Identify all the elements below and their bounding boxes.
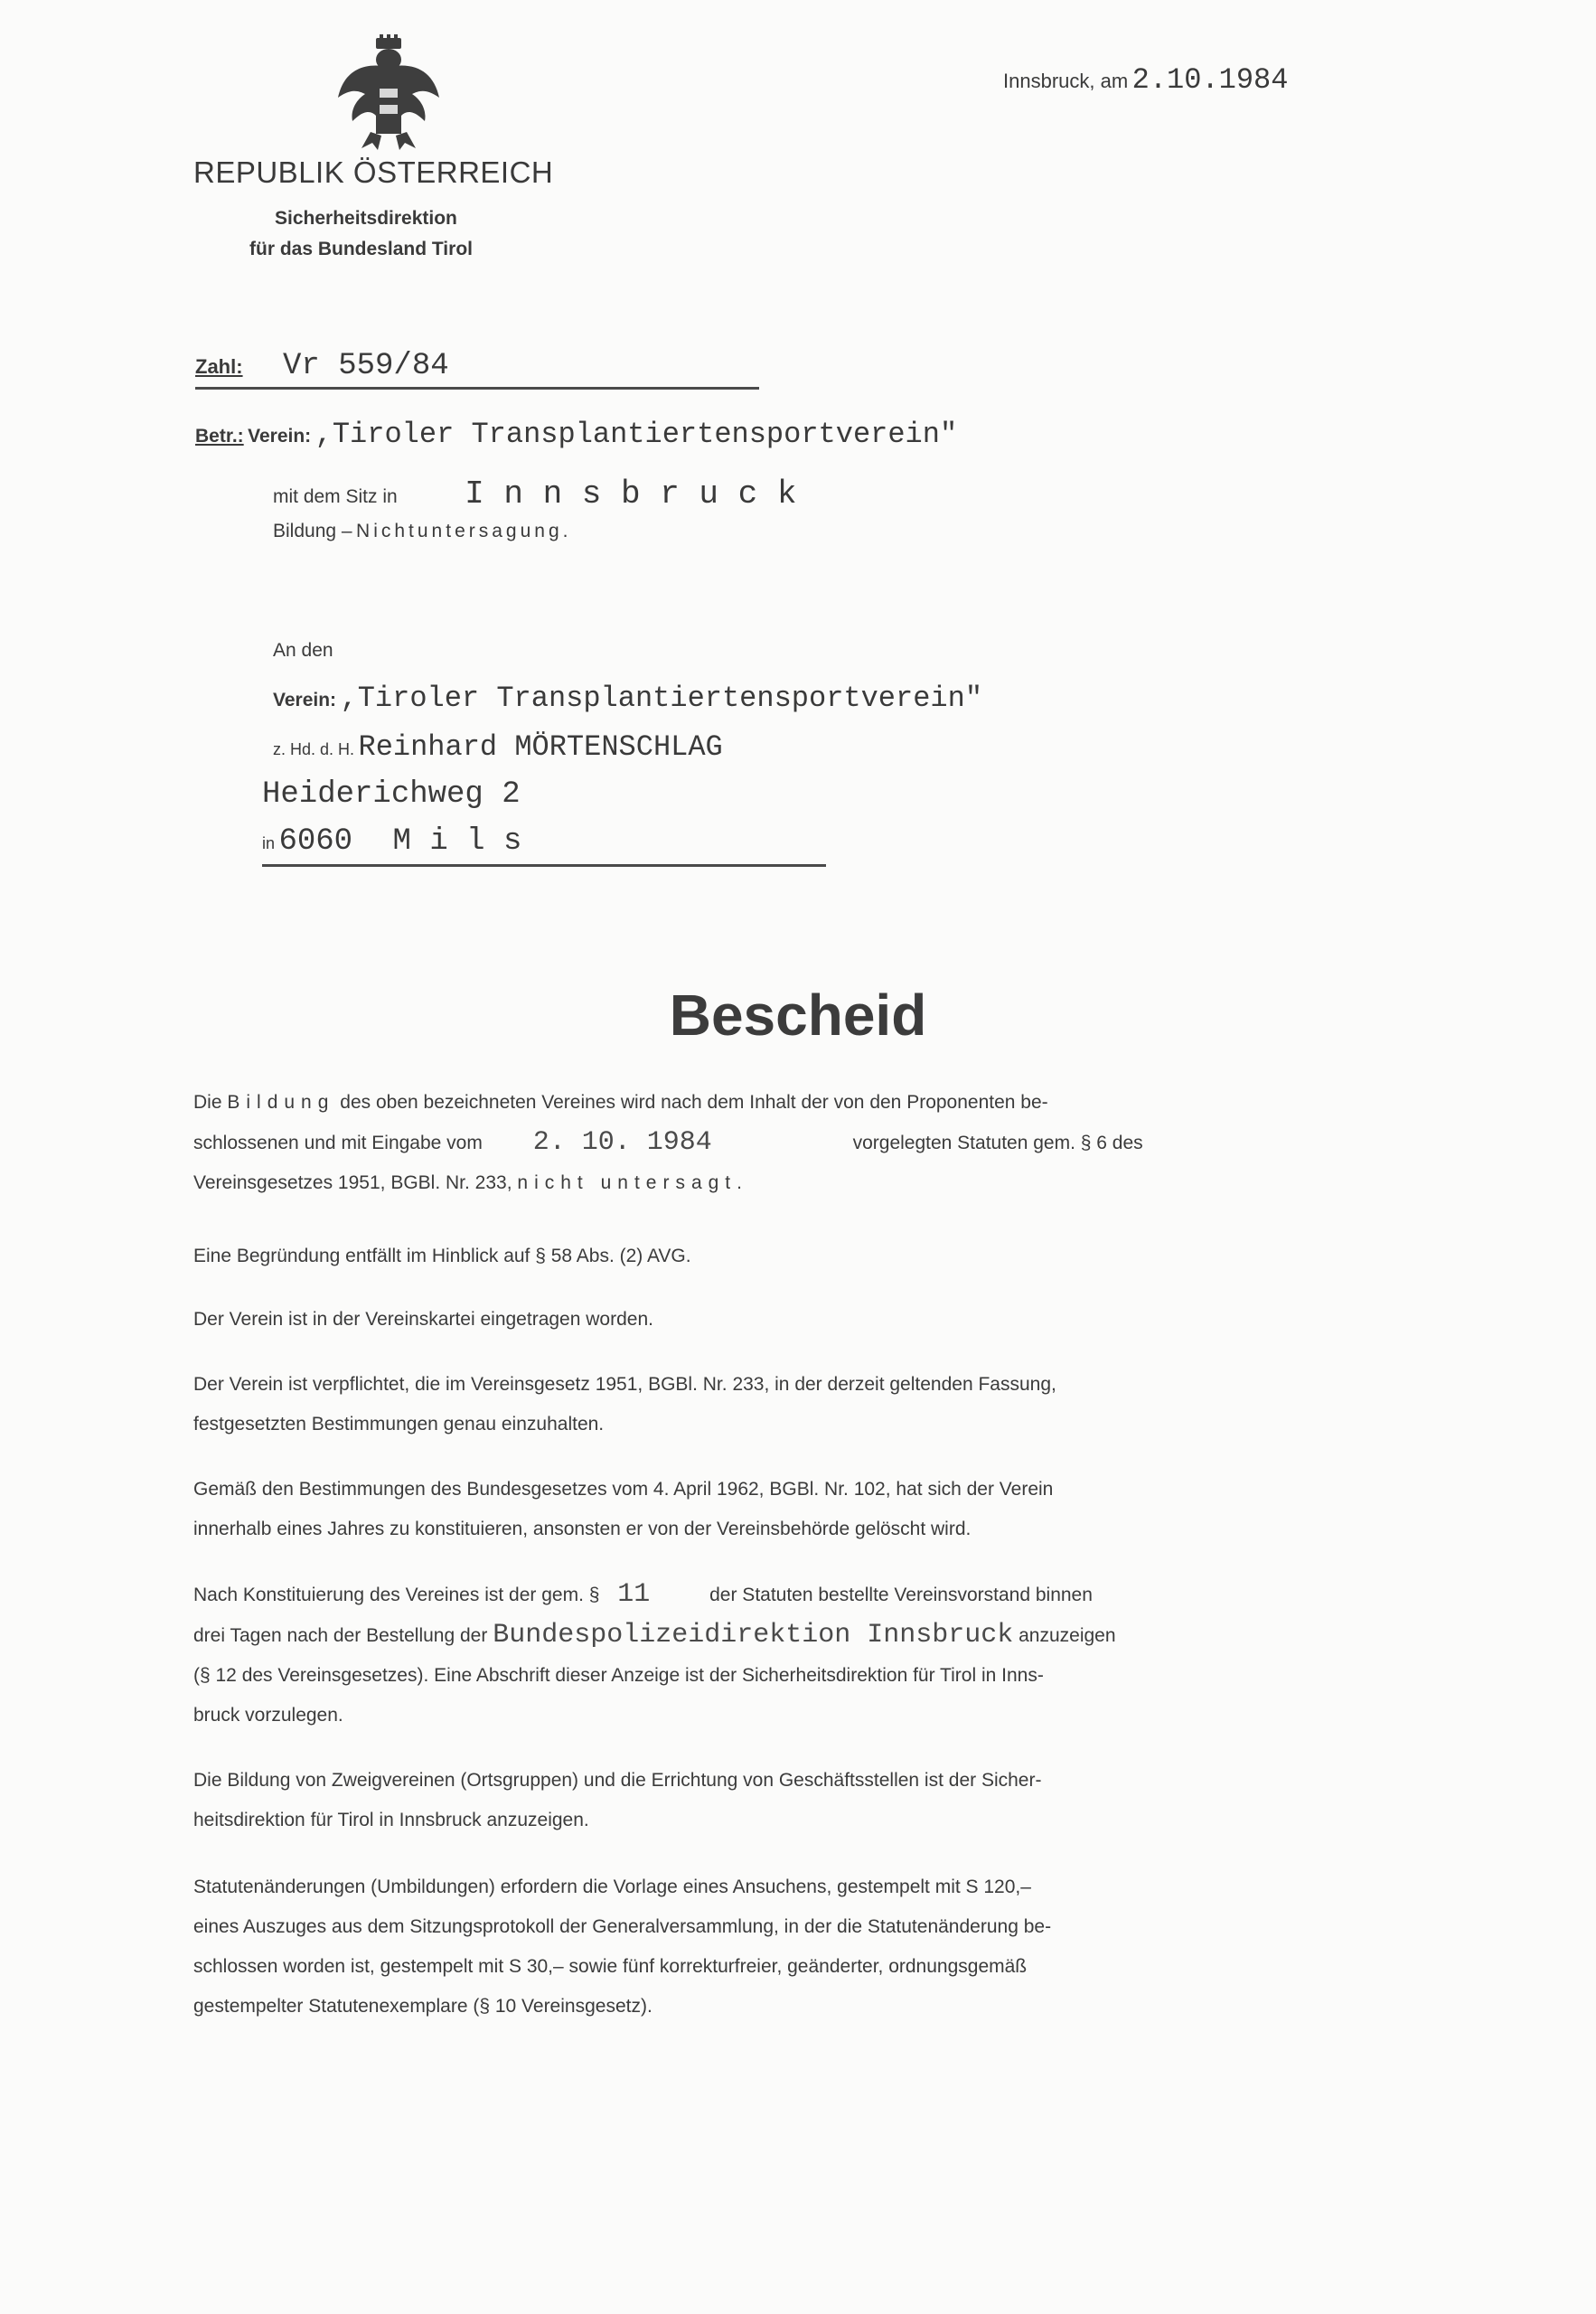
address-verein-label: Verein:	[273, 690, 337, 710]
coat-of-arms-eagle-icon	[334, 34, 443, 152]
zhd-label: z. Hd. d. H.	[273, 740, 355, 758]
in-label: in	[262, 834, 276, 852]
paragraph-board-notice	[193, 1575, 1386, 1736]
place-label: Innsbruck, am	[1003, 70, 1129, 92]
p4-line-1: Der Verein ist verpflichtet, die im Vereinsgesetz 1951, BGBl. Nr. 233, in der derzeit geltenden Fassung,	[193, 1374, 1056, 1395]
authority-line-2: für das Bundesland Tirol	[249, 239, 473, 259]
zahl-label: Zahl:	[195, 355, 243, 378]
p5-line-2: innerhalb eines Jahres zu konstituieren, ansonsten er von der Vereinsbehörde gelöscht wird.	[193, 1519, 972, 1539]
reference-number	[195, 349, 449, 383]
verein-label: Verein:	[248, 426, 312, 447]
sitz-value: I n n s b r u c k	[465, 475, 797, 513]
p8-line-1: Statutenänderungen (Umbildungen) erfordern die Vorlage eines Ansuchens, gestempelt mit S 120,–	[193, 1877, 1031, 1897]
p6-text-a: Nach Konstituierung des Vereines ist der gem. §	[193, 1585, 600, 1605]
bildung-value: Nichtuntersagung.	[356, 521, 572, 541]
sitz-label: mit dem Sitz in	[273, 486, 398, 507]
p1-bildung: Bildung	[227, 1092, 335, 1113]
zahl-value: Vr 559/84	[283, 349, 449, 383]
p6-line-3: (§ 12 des Vereinsgesetzes). Eine Abschrift dieser Anzeige ist der Sicherheitsdirektion für Tirol in Inns-	[193, 1665, 1044, 1686]
place-date	[1003, 63, 1288, 97]
paragraph-justification: Eine Begründung entfällt im Hinblick auf § 58 Abs. (2) AVG.	[193, 1246, 691, 1266]
zahl-underline	[195, 387, 759, 390]
paragraph-amendments	[193, 1867, 1386, 2027]
seat-line	[273, 475, 796, 513]
p1-submission-date: 2. 10. 1984	[532, 1127, 712, 1158]
p1-text-c: schlossenen und mit Eingabe vom	[193, 1133, 483, 1153]
p1-text-a: Die	[193, 1092, 222, 1113]
formation-line	[273, 521, 571, 542]
bildung-label: Bildung –	[273, 521, 352, 541]
document-title: Bescheid	[669, 983, 927, 1048]
postcode: 6060	[278, 824, 353, 859]
letter-date: 2.10.1984	[1131, 63, 1289, 97]
p7-line-1: Die Bildung von Zweigvereinen (Ortsgruppen) und die Errichtung von Geschäftsstellen ist der Sicher-	[193, 1770, 1042, 1791]
an-den: An den	[273, 640, 333, 661]
recipient-name: Reinhard MÖRTENSCHLAG	[358, 730, 723, 764]
p8-line-4: gestempelter Statutenexemplare (§ 10 Vereinsgesetz).	[193, 1996, 652, 2017]
p1-not-prohibited: nicht untersagt.	[517, 1172, 748, 1193]
p8-line-3: schlossen worden ist, gestempelt mit S 30,– sowie fünf korrekturfreier, geänderter, ordnungsgemäß	[193, 1956, 1028, 1977]
town: M i l s	[392, 824, 522, 859]
verein-name: ,Tiroler Transplantiertensportverein"	[315, 418, 958, 451]
address-verein-name: ,Tiroler Transplantiertensportverein"	[340, 682, 983, 715]
street-address: Heiderichweg 2	[262, 777, 521, 812]
paragraph-registry: Der Verein ist in der Vereinskartei eingetragen worden.	[193, 1309, 653, 1330]
betr-label: Betr.:	[195, 426, 244, 447]
subject-line	[195, 418, 957, 451]
p7-line-2: heitsdirektion für Tirol in Innsbruck anzuzeigen.	[193, 1810, 589, 1830]
p6-text-c: drei Tagen nach der Bestellung der	[193, 1625, 488, 1646]
paragraph-decision	[193, 1083, 1386, 1203]
address-recipient	[273, 730, 723, 764]
address-underline	[262, 864, 826, 867]
address-verein	[273, 682, 982, 715]
p6-text-d: anzuzeigen	[1019, 1625, 1116, 1646]
p6-text-b: der Statuten bestellte Vereinsvorstand binnen	[709, 1585, 1093, 1605]
paragraph-obligation	[193, 1365, 1386, 1444]
p6-statute-paragraph: 11	[617, 1579, 651, 1610]
authority-line-1: Sicherheitsdirektion	[275, 208, 457, 229]
p8-line-2: eines Auszuges aus dem Sitzungsprotokoll der Generalversammlung, in der die Statutenänderung be-	[193, 1916, 1052, 1937]
p1-text-e: Vereinsgesetzes 1951, BGBl. Nr. 233,	[193, 1172, 512, 1193]
p6-authority: Bundespolizeidirektion Innsbruck	[493, 1620, 1014, 1651]
p6-line-4: bruck vorzulegen.	[193, 1705, 343, 1726]
p4-line-2: festgesetzten Bestimmungen genau einzuhalten.	[193, 1414, 605, 1434]
paragraph-branches	[193, 1761, 1386, 1840]
postal-line	[262, 824, 521, 859]
paragraph-constitution	[193, 1470, 1386, 1549]
p5-line-1: Gemäß den Bestimmungen des Bundesgesetzes vom 4. April 1962, BGBl. Nr. 102, hat sich der Verein	[193, 1479, 1054, 1500]
p1-text-d: vorgelegten Statuten gem. § 6 des	[852, 1133, 1143, 1153]
republic-heading: REPUBLIK ÖSTERREICH	[193, 155, 554, 189]
p1-text-b: des oben bezeichneten Vereines wird nach dem Inhalt der von den Proponenten be-	[340, 1092, 1048, 1113]
